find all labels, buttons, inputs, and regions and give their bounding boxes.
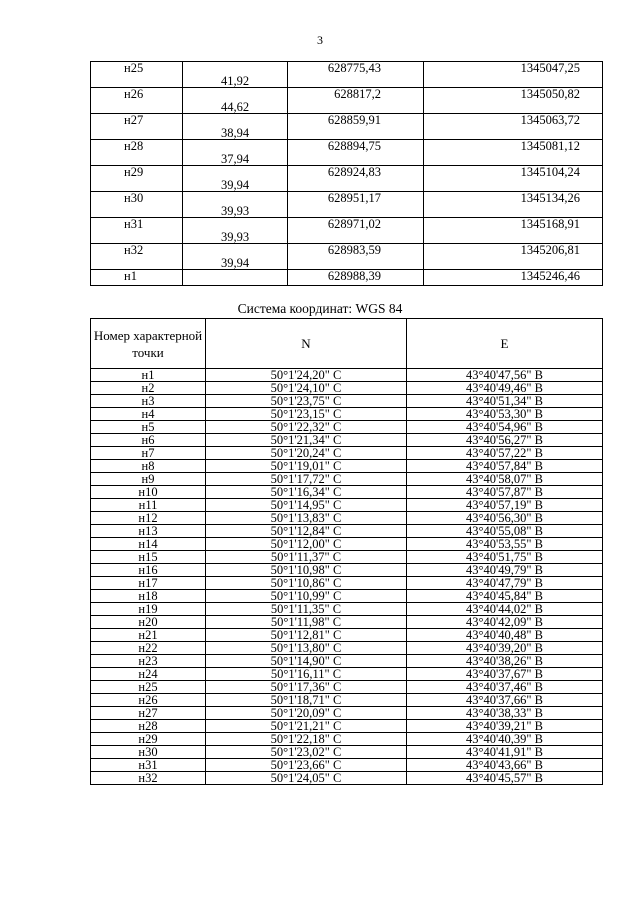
y-cell: 1345081,12 — [424, 140, 603, 166]
n-cell: 50°1'11,98" С — [206, 616, 407, 629]
point-cell: н32 — [91, 244, 183, 270]
e-cell: 43°40'53,30" В — [407, 408, 603, 421]
point-cell: н19 — [91, 603, 206, 616]
point-cell: н25 — [91, 62, 183, 88]
n-cell: 50°1'13,80" С — [206, 642, 407, 655]
n-cell: 50°1'23,66" С — [206, 759, 407, 772]
length-cell: 38,94 — [183, 114, 288, 140]
e-cell: 43°40'37,66" В — [407, 694, 603, 707]
length-cell: 39,94 — [183, 166, 288, 192]
point-cell: н22 — [91, 642, 206, 655]
e-cell: 43°40'42,09" В — [407, 616, 603, 629]
y-cell: 1345047,25 — [424, 62, 603, 88]
table-row — [91, 577, 603, 590]
point-cell: н3 — [91, 395, 206, 408]
table-row — [91, 590, 603, 603]
table-row — [91, 270, 603, 286]
table-row — [91, 447, 603, 460]
e-cell: 43°40'51,34" В — [407, 395, 603, 408]
x-cell: 628817,2 — [288, 88, 424, 114]
n-cell: 50°1'23,15" С — [206, 408, 407, 421]
table-row — [91, 140, 603, 166]
e-cell: 43°40'40,48" В — [407, 629, 603, 642]
n-cell: 50°1'20,24" С — [206, 447, 407, 460]
table-row — [91, 218, 603, 244]
e-cell: 43°40'58,07" В — [407, 473, 603, 486]
table-row — [91, 114, 603, 140]
n-cell: 50°1'21,21" С — [206, 720, 407, 733]
n-cell: 50°1'12,81" С — [206, 629, 407, 642]
point-cell: н5 — [91, 421, 206, 434]
e-cell: 43°40'49,79" В — [407, 564, 603, 577]
e-cell: 43°40'55,08" В — [407, 525, 603, 538]
point-cell: н12 — [91, 512, 206, 525]
point-cell: н1 — [91, 369, 206, 382]
n-cell: 50°1'21,34" С — [206, 434, 407, 447]
e-cell: 43°40'38,26" В — [407, 655, 603, 668]
table-row — [91, 564, 603, 577]
n-cell: 50°1'14,90" С — [206, 655, 407, 668]
n-cell: 50°1'19,01" С — [206, 460, 407, 473]
point-cell: н20 — [91, 616, 206, 629]
length-cell: 41,92 — [183, 62, 288, 88]
length-cell: 39,93 — [183, 192, 288, 218]
table-row — [91, 746, 603, 759]
y-cell: 1345168,91 — [424, 218, 603, 244]
point-cell: н15 — [91, 551, 206, 564]
n-cell: 50°1'22,32" С — [206, 421, 407, 434]
table-row — [91, 707, 603, 720]
table-row — [91, 616, 603, 629]
e-cell: 43°40'56,30" В — [407, 512, 603, 525]
e-cell: 43°40'45,57" В — [407, 772, 603, 785]
point-cell: н28 — [91, 140, 183, 166]
table-row — [91, 62, 603, 88]
table-row — [91, 668, 603, 681]
table-row — [91, 759, 603, 772]
n-cell: 50°1'23,75" С — [206, 395, 407, 408]
table-row — [91, 772, 603, 785]
point-cell: н26 — [91, 88, 183, 114]
table-row — [91, 681, 603, 694]
point-cell: н2 — [91, 382, 206, 395]
n-cell: 50°1'16,11" С — [206, 668, 407, 681]
x-cell: 628924,83 — [288, 166, 424, 192]
table-row — [91, 499, 603, 512]
e-cell: 43°40'39,20" В — [407, 642, 603, 655]
point-cell: н26 — [91, 694, 206, 707]
point-cell: н24 — [91, 668, 206, 681]
table-row — [91, 460, 603, 473]
n-cell: 50°1'11,37" С — [206, 551, 407, 564]
header-point-number: Номер характерной точки — [91, 319, 206, 369]
length-cell: 37,94 — [183, 140, 288, 166]
point-cell: н30 — [91, 746, 206, 759]
e-cell: 43°40'53,55" В — [407, 538, 603, 551]
point-cell: н29 — [91, 733, 206, 746]
n-cell: 50°1'10,86" С — [206, 577, 407, 590]
x-cell: 628988,39 — [288, 270, 424, 286]
point-cell: н14 — [91, 538, 206, 551]
table-row — [91, 512, 603, 525]
table-row — [91, 434, 603, 447]
table-row — [91, 244, 603, 270]
n-cell: 50°1'17,36" С — [206, 681, 407, 694]
e-cell: 43°40'57,84" В — [407, 460, 603, 473]
coordinates-table-msk — [90, 61, 603, 286]
e-cell: 43°40'49,46" В — [407, 382, 603, 395]
e-cell: 43°40'40,39" В — [407, 733, 603, 746]
table-row — [91, 642, 603, 655]
n-cell: 50°1'18,71" С — [206, 694, 407, 707]
e-cell: 43°40'57,19" В — [407, 499, 603, 512]
table-row — [91, 88, 603, 114]
table-row — [91, 720, 603, 733]
point-cell: н16 — [91, 564, 206, 577]
y-cell: 1345050,82 — [424, 88, 603, 114]
x-cell: 628894,75 — [288, 140, 424, 166]
point-cell: н13 — [91, 525, 206, 538]
y-cell: 1345063,72 — [424, 114, 603, 140]
n-cell: 50°1'11,35" С — [206, 603, 407, 616]
point-cell: н31 — [91, 218, 183, 244]
e-cell: 43°40'38,33" В — [407, 707, 603, 720]
point-cell: н31 — [91, 759, 206, 772]
n-cell: 50°1'12,00" С — [206, 538, 407, 551]
point-cell: н11 — [91, 499, 206, 512]
y-cell: 1345134,26 — [424, 192, 603, 218]
n-cell: 50°1'10,99" С — [206, 590, 407, 603]
e-cell: 43°40'39,21" В — [407, 720, 603, 733]
table-row — [91, 395, 603, 408]
point-cell: н7 — [91, 447, 206, 460]
n-cell: 50°1'24,10" С — [206, 382, 407, 395]
table-row — [91, 538, 603, 551]
e-cell: 43°40'47,79" В — [407, 577, 603, 590]
table-row — [91, 382, 603, 395]
n-cell: 50°1'12,84" С — [206, 525, 407, 538]
point-cell: н18 — [91, 590, 206, 603]
n-cell: 50°1'24,20" С — [206, 369, 407, 382]
point-cell: н32 — [91, 772, 206, 785]
e-cell: 43°40'44,02" В — [407, 603, 603, 616]
point-cell: н4 — [91, 408, 206, 421]
e-cell: 43°40'45,84" В — [407, 590, 603, 603]
point-cell: н23 — [91, 655, 206, 668]
point-cell: н27 — [91, 114, 183, 140]
e-cell: 43°40'41,91" В — [407, 746, 603, 759]
table-row — [91, 603, 603, 616]
point-cell: н8 — [91, 460, 206, 473]
point-cell: н10 — [91, 486, 206, 499]
e-cell: 43°40'37,67" В — [407, 668, 603, 681]
x-cell: 628951,17 — [288, 192, 424, 218]
n-cell: 50°1'20,09" С — [206, 707, 407, 720]
table-row — [91, 694, 603, 707]
x-cell: 628775,43 — [288, 62, 424, 88]
point-cell: н1 — [91, 270, 183, 286]
table-row — [91, 369, 603, 382]
n-cell: 50°1'23,02" С — [206, 746, 407, 759]
table-row — [91, 733, 603, 746]
n-cell: 50°1'10,98" С — [206, 564, 407, 577]
n-cell: 50°1'24,05" С — [206, 772, 407, 785]
table-row — [91, 473, 603, 486]
point-cell: н21 — [91, 629, 206, 642]
point-cell: н9 — [91, 473, 206, 486]
table-row — [91, 486, 603, 499]
header-row — [91, 319, 603, 369]
e-cell: 43°40'57,87" В — [407, 486, 603, 499]
n-cell: 50°1'17,72" С — [206, 473, 407, 486]
table-row — [91, 421, 603, 434]
table-row — [91, 525, 603, 538]
point-cell: н30 — [91, 192, 183, 218]
n-cell: 50°1'13,83" С — [206, 512, 407, 525]
table-row — [91, 408, 603, 421]
y-cell: 1345104,24 — [424, 166, 603, 192]
point-cell: н6 — [91, 434, 206, 447]
length-cell: 39,93 — [183, 218, 288, 244]
y-cell: 1345246,46 — [424, 270, 603, 286]
point-cell: н17 — [91, 577, 206, 590]
point-cell: н28 — [91, 720, 206, 733]
x-cell: 628859,91 — [288, 114, 424, 140]
e-cell: 43°40'43,66" В — [407, 759, 603, 772]
e-cell: 43°40'56,27" В — [407, 434, 603, 447]
table-row — [91, 655, 603, 668]
length-cell: 39,94 — [183, 244, 288, 270]
e-cell: 43°40'51,75" В — [407, 551, 603, 564]
length-cell — [183, 270, 288, 286]
n-cell: 50°1'14,95" С — [206, 499, 407, 512]
coordinates-table-wgs84 — [90, 318, 603, 785]
header-n: N — [206, 319, 407, 369]
length-cell: 44,62 — [183, 88, 288, 114]
table-row — [91, 192, 603, 218]
header-e: E — [407, 319, 603, 369]
point-cell: н29 — [91, 166, 183, 192]
point-cell: н27 — [91, 707, 206, 720]
table-row — [91, 629, 603, 642]
table-row — [91, 551, 603, 564]
page-number: 3 — [317, 33, 323, 47]
table-row — [91, 166, 603, 192]
y-cell: 1345206,81 — [424, 244, 603, 270]
coordinate-system-caption: Система координат: WGS 84 — [237, 301, 403, 316]
e-cell: 43°40'54,96" В — [407, 421, 603, 434]
point-cell: н25 — [91, 681, 206, 694]
x-cell: 628971,02 — [288, 218, 424, 244]
e-cell: 43°40'47,56" В — [407, 369, 603, 382]
n-cell: 50°1'16,34" С — [206, 486, 407, 499]
e-cell: 43°40'57,22" В — [407, 447, 603, 460]
n-cell: 50°1'22,18" С — [206, 733, 407, 746]
x-cell: 628983,59 — [288, 244, 424, 270]
e-cell: 43°40'37,46" В — [407, 681, 603, 694]
